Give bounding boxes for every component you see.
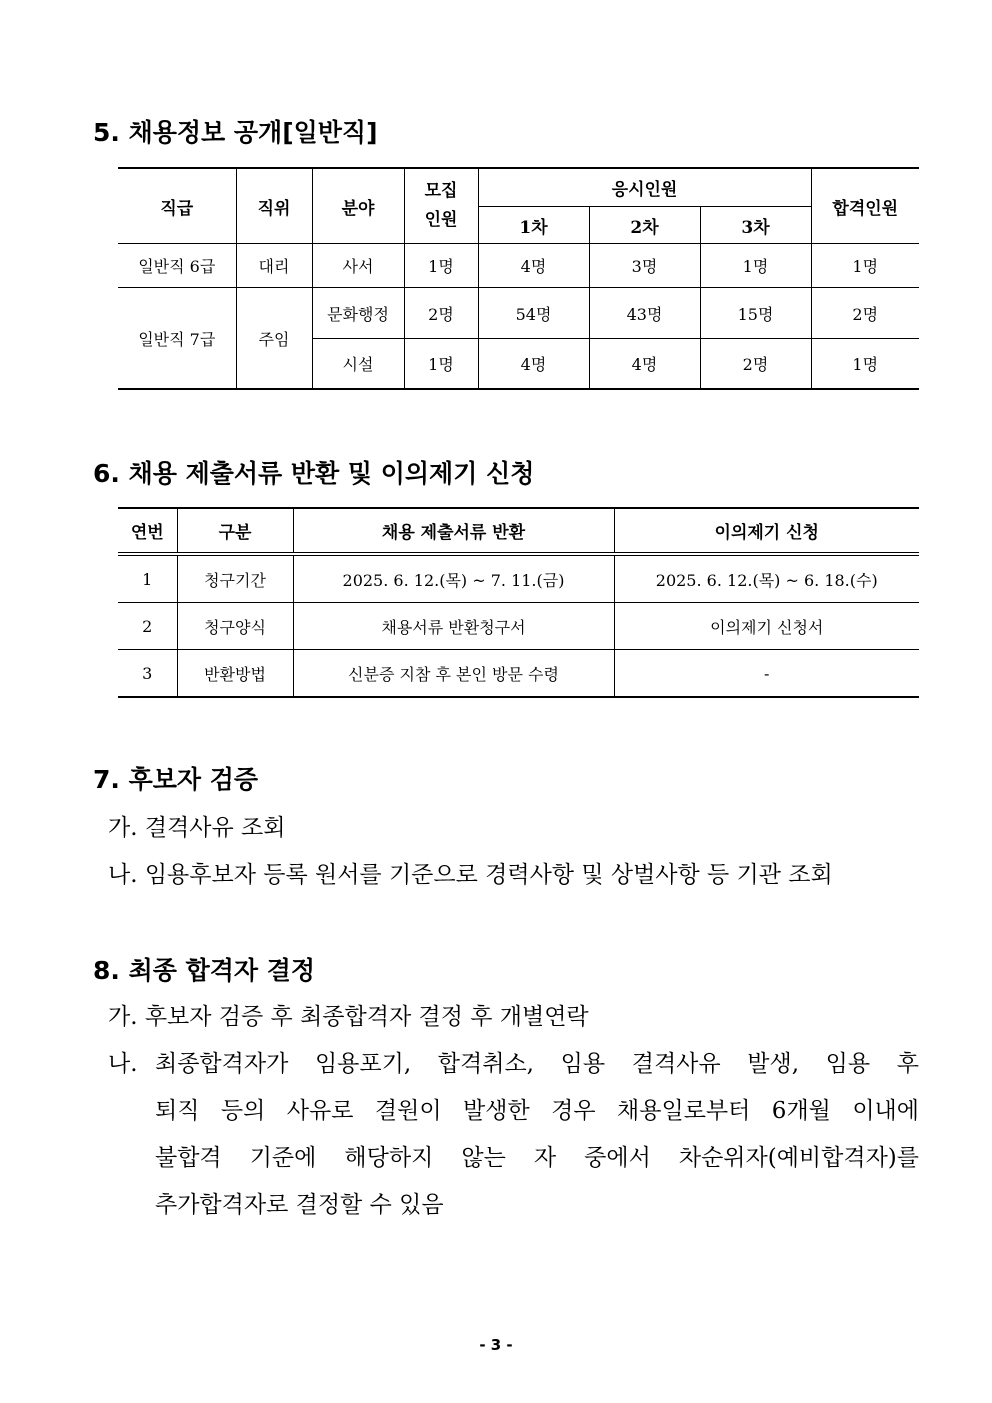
table-row xyxy=(118,244,919,288)
paragraph-line: 추가합격자로 결정할 수 있음 xyxy=(155,1192,444,1218)
cell-grade: 일반직 6급 xyxy=(118,244,236,288)
header-applicants: 응시인원 xyxy=(478,168,811,207)
section7-title: 7. 후보자 검증 xyxy=(93,765,259,794)
cell-position: 주임 xyxy=(236,288,312,390)
cell-recruit: 2명 xyxy=(404,288,478,339)
paragraph-line: 불합격 기준에 해당하지 않는 자 중에서 차순위자(예비합격자)를 xyxy=(155,1145,919,1171)
cell-stage1: 4명 xyxy=(478,339,589,390)
cell-stage1: 4명 xyxy=(478,244,589,288)
section8-item-a: 가. 후보자 검증 후 최종합격자 결정 후 개별연락 xyxy=(108,1004,589,1030)
header-stage2: 2차 xyxy=(589,207,700,244)
recruitment-info-table xyxy=(118,167,919,390)
cell-grade: 일반직 7급 xyxy=(118,288,236,390)
section5-title: 5. 채용정보 공개[일반직] xyxy=(93,118,378,147)
cell-passed: 1명 xyxy=(811,339,919,390)
table-row xyxy=(118,650,919,698)
cell-return: 신분증 지참 후 본인 방문 수령 xyxy=(293,650,614,698)
cell-no: 3 xyxy=(118,650,177,698)
header-recruit: 모집 인원 xyxy=(404,168,478,244)
section8-title: 8. 최종 합격자 결정 xyxy=(93,956,316,985)
section8-item-b-text xyxy=(155,1045,919,1233)
cell-stage2: 3명 xyxy=(589,244,700,288)
header-field: 분야 xyxy=(312,168,404,244)
cell-position: 대리 xyxy=(236,244,312,288)
cell-field: 시설 xyxy=(312,339,404,390)
cell-stage1: 54명 xyxy=(478,288,589,339)
cell-field: 문화행정 xyxy=(312,288,404,339)
header-position: 직위 xyxy=(236,168,312,244)
cell-stage2: 43명 xyxy=(589,288,700,339)
page-number: - 3 - xyxy=(479,1336,513,1354)
cell-passed: 1명 xyxy=(811,244,919,288)
paragraph-line: 퇴직 등의 사유로 결원이 발생한 경우 채용일로부터 6개월 이내에 xyxy=(155,1098,919,1124)
header-objection: 이의제기 신청 xyxy=(614,508,919,554)
cell-objection: - xyxy=(614,650,919,698)
section7-item-a: 가. 결격사유 조회 xyxy=(108,815,286,841)
section7-item-b: 나. 임용후보자 등록 원서를 기준으로 경력사항 및 상벌사항 등 기관 조회 xyxy=(108,862,833,888)
cell-return: 2025. 6. 12.(목) ~ 7. 11.(금) xyxy=(293,554,614,603)
cell-category: 청구기간 xyxy=(177,554,293,603)
document-return-table xyxy=(118,507,919,698)
cell-category: 반환방법 xyxy=(177,650,293,698)
cell-no: 2 xyxy=(118,603,177,650)
header-stage3: 3차 xyxy=(700,207,811,244)
table-row xyxy=(118,288,919,339)
cell-recruit: 1명 xyxy=(404,244,478,288)
header-stage1: 1차 xyxy=(478,207,589,244)
table-row xyxy=(118,554,919,603)
header-return: 채용 제출서류 반환 xyxy=(293,508,614,554)
cell-stage2: 4명 xyxy=(589,339,700,390)
cell-field: 사서 xyxy=(312,244,404,288)
cell-return: 채용서류 반환청구서 xyxy=(293,603,614,650)
cell-objection: 2025. 6. 12.(목) ~ 6. 18.(수) xyxy=(614,554,919,603)
cell-recruit: 1명 xyxy=(404,339,478,390)
cell-passed: 2명 xyxy=(811,288,919,339)
paragraph-line: 최종합격자가 임용포기, 합격취소, 임용 결격사유 발생, 임용 후 xyxy=(155,1051,919,1077)
cell-stage3: 1명 xyxy=(700,244,811,288)
cell-objection: 이의제기 신청서 xyxy=(614,603,919,650)
cell-stage3: 15명 xyxy=(700,288,811,339)
header-no: 연번 xyxy=(118,508,177,554)
section8-item-b-marker: 나. xyxy=(108,1051,138,1077)
cell-category: 청구양식 xyxy=(177,603,293,650)
cell-stage3: 2명 xyxy=(700,339,811,390)
section6-title: 6. 채용 제출서류 반환 및 이의제기 신청 xyxy=(93,459,535,488)
header-passed: 합격인원 xyxy=(811,168,919,244)
header-category: 구분 xyxy=(177,508,293,554)
table-row xyxy=(118,603,919,650)
cell-no: 1 xyxy=(118,554,177,603)
header-grade: 직급 xyxy=(118,168,236,244)
